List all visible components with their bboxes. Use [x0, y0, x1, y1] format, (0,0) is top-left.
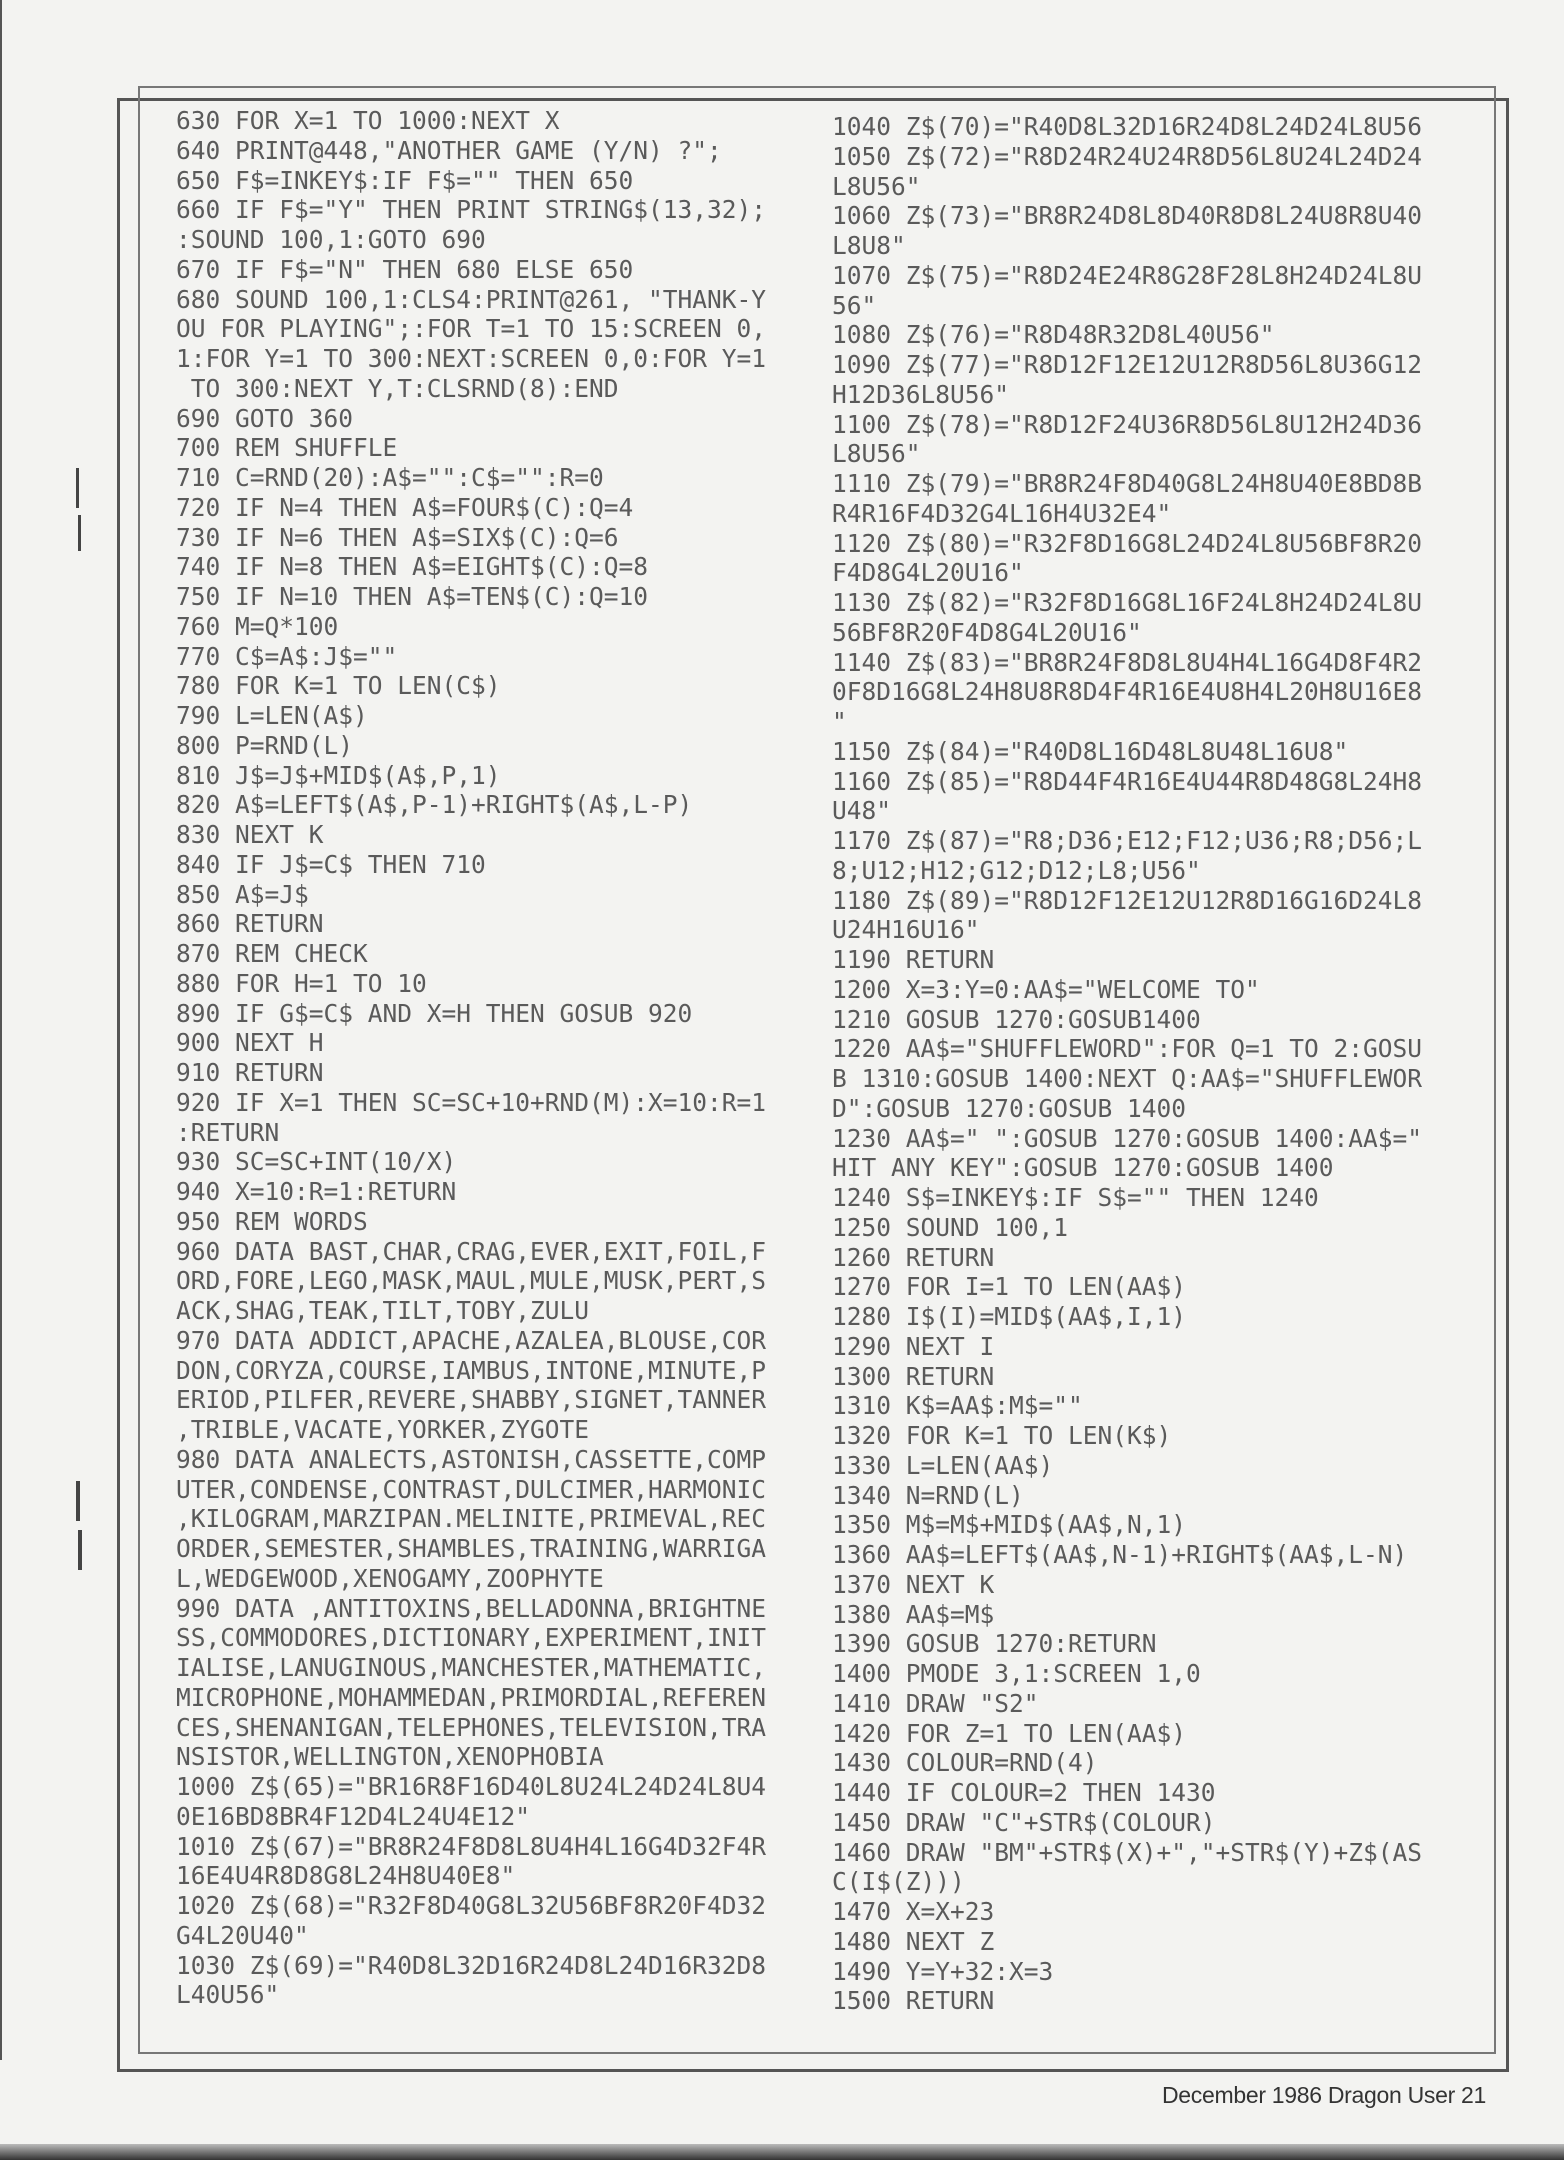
code-line: 1070 Z$(75)="R8D24E24R8G28F28L8H24D24L8U — [832, 260, 1423, 290]
code-line: 1180 Z$(89)="R8D12F12E12U12R8D16G16D24L8 — [832, 885, 1423, 915]
code-line: 840 IF J$=C$ THEN 710 — [176, 849, 486, 879]
code-line: 760 M=Q*100 — [176, 611, 339, 641]
code-line: 1000 Z$(65)="BR16R8F16D40L8U24L24D24L8U4 — [176, 1772, 767, 1801]
code-line: 1370 NEXT K — [832, 1569, 995, 1599]
code-line: ,TRIBLE,VACATE,YORKER,ZYGOTE — [176, 1415, 590, 1444]
code-line: 1260 RETURN — [832, 1242, 995, 1272]
code-line: UTER,CONDENSE,CONTRAST,DULCIMER,HARMONIC — [176, 1474, 767, 1504]
code-line: 780 FOR K=1 TO LEN(C$) — [176, 671, 501, 701]
code-line: 1280 I$(I)=MID$(AA$,I,1) — [832, 1302, 1187, 1331]
code-line: F4D8G4L20U16" — [832, 558, 1024, 588]
code-line: 1330 L=LEN(AA$) — [832, 1450, 1054, 1480]
code-line: 1470 X=X+23 — [832, 1897, 995, 1926]
code-line: 1270 FOR I=1 TO LEN(AA$) — [832, 1272, 1187, 1302]
code-line: G4L20U40" — [176, 1920, 309, 1950]
code-line: 730 IF N=6 THEN A$=SIX$(C):Q=6 — [176, 522, 619, 552]
code-line: 1040 Z$(70)="R40D8L32D16R24D8L24D24L8U56 — [832, 112, 1423, 141]
code-line: 1170 Z$(87)="R8;D36;E12;F12;U36;R8;D56;L — [832, 826, 1423, 855]
code-line: 1320 FOR K=1 TO LEN(K$) — [832, 1421, 1172, 1450]
code-line: 1240 S$=INKEY$:IF S$="" THEN 1240 — [832, 1183, 1319, 1212]
code-line: 1090 Z$(77)="R8D12F12E12U12R8D56L8U36G12 — [832, 350, 1423, 379]
code-line: 56" — [832, 290, 877, 320]
code-line: 1500 RETURN — [832, 1986, 995, 2016]
code-line: MICROPHONE,MOHAMMEDAN,PRIMORDIAL,REFEREN — [176, 1682, 767, 1712]
code-line: 1010 Z$(67)="BR8R24F8D8L8U4H4L16G4D32F4R — [176, 1831, 767, 1861]
code-line: 1190 RETURN — [832, 945, 995, 974]
code-line: 1430 COLOUR=RND(4) — [832, 1748, 1098, 1778]
code-line: 1340 N=RND(L) — [832, 1480, 1024, 1510]
scan-edge-line — [0, 0, 2, 2060]
code-line: 710 C=RND(20):A$="":C$="":R=0 — [176, 463, 604, 492]
code-line: 790 L=LEN(A$) — [176, 701, 368, 730]
code-line: L8U56" — [832, 439, 921, 469]
code-line: 860 RETURN — [176, 909, 324, 939]
code-line: 1210 GOSUB 1270:GOSUB1400 — [832, 1004, 1201, 1034]
code-line: 830 NEXT K — [176, 820, 324, 849]
code-line: 1060 Z$(73)="BR8R24D8L8D40R8D8L24U8R8U40 — [832, 201, 1423, 231]
code-line: DON,CORYZA,COURSE,IAMBUS,INTONE,MINUTE,P — [176, 1355, 767, 1385]
code-line: 1100 Z$(78)="R8D12F24U36R8D56L8U12H24D36 — [832, 409, 1423, 439]
code-line: 1490 Y=Y+32:X=3 — [832, 1956, 1054, 1986]
code-line: 0F8D16G8L24H8U8R8D4F4R16E4U8H4L20H8U16E8 — [832, 677, 1423, 707]
code-line: 1480 NEXT Z — [832, 1926, 995, 1956]
code-line: 1110 Z$(79)="BR8R24F8D40G8L24H8U40E8BD8B — [832, 469, 1423, 498]
code-line: 650 F$=INKEY$:IF F$="" THEN 650 — [176, 165, 634, 195]
code-line: 1460 DRAW "BM"+STR$(X)+","+STR$(Y)+Z$(AS — [832, 1837, 1423, 1867]
code-line: 720 IF N=4 THEN A$=FOUR$(C):Q=4 — [176, 492, 634, 522]
code-line: L8U56" — [832, 171, 921, 201]
code-line: 750 IF N=10 THEN A$=TEN$(C):Q=10 — [176, 582, 649, 611]
code-line: 1380 AA$=M$ — [832, 1599, 995, 1629]
scan-mark — [76, 1481, 80, 1521]
code-line: 1440 IF COLOUR=2 THEN 1430 — [832, 1778, 1216, 1807]
listing-column-right — [832, 112, 1422, 2016]
code-line: 880 FOR H=1 TO 10 — [176, 968, 427, 998]
code-line: 1400 PMODE 3,1:SCREEN 1,0 — [832, 1659, 1201, 1688]
code-line: :SOUND 100,1:GOTO 690 — [176, 225, 486, 254]
code-line: B 1310:GOSUB 1400:NEXT Q:AA$="SHUFFLEWOR — [832, 1064, 1423, 1093]
code-line: 1030 Z$(69)="R40D8L32D16R24D8L24D16R32D8 — [176, 1950, 767, 1980]
code-line: 1220 AA$="SHUFFLEWORD":FOR Q=1 TO 2:GOSU — [832, 1034, 1423, 1064]
code-line: 930 SC=SC+INT(10/X) — [176, 1147, 457, 1177]
code-line: 1200 X=3:Y=0:AA$="WELCOME TO" — [832, 974, 1260, 1004]
code-line: 1120 Z$(80)="R32F8D16G8L24D24L8U56BF8R20 — [832, 528, 1423, 558]
code-line: 960 DATA BAST,CHAR,CRAG,EVER,EXIT,FOIL,F — [176, 1236, 767, 1266]
code-line: ERIOD,PILFER,REVERE,SHABBY,SIGNET,TANNER — [176, 1385, 767, 1415]
code-line: D":GOSUB 1270:GOSUB 1400 — [832, 1093, 1187, 1123]
code-line: U24H16U16" — [832, 915, 980, 945]
code-line: 940 X=10:R=1:RETURN — [176, 1177, 457, 1206]
code-line: 1080 Z$(76)="R8D48R32D8L40U56" — [832, 320, 1275, 350]
code-line: 1420 FOR Z=1 TO LEN(AA$) — [832, 1718, 1187, 1748]
code-line: 660 IF F$="Y" THEN PRINT STRING$(13,32); — [176, 195, 767, 225]
code-line: 670 IF F$="N" THEN 680 ELSE 650 — [176, 254, 634, 284]
code-line: 1130 Z$(82)="R32F8D16G8L16F24L8H24D24L8U — [832, 588, 1423, 617]
code-line: 910 RETURN — [176, 1058, 324, 1087]
code-line: NSISTOR,WELLINGTON,XENOPHOBIA — [176, 1742, 604, 1772]
code-line: OU FOR PLAYING";:FOR T=1 TO 15:SCREEN 0, — [176, 314, 767, 344]
code-line: 1450 DRAW "C"+STR$(COLOUR) — [832, 1807, 1216, 1837]
code-line: 1160 Z$(85)="R8D44F4R16E4U44R8D48G8L24H8 — [832, 766, 1423, 796]
code-line: 1230 AA$=" ":GOSUB 1270:GOSUB 1400:AA$=" — [832, 1123, 1423, 1153]
code-line: 1150 Z$(84)="R40D8L16D48L8U48L16U8" — [832, 736, 1349, 766]
code-line: 890 IF G$=C$ AND X=H THEN GOSUB 920 — [176, 998, 693, 1028]
code-line: 1020 Z$(68)="R32F8D40G8L32U56BF8R20F4D32 — [176, 1891, 767, 1920]
code-line: L,WEDGEWOOD,XENOGAMY,ZOOPHYTE — [176, 1563, 604, 1593]
code-line: 990 DATA ,ANTITOXINS,BELLADONNA,BRIGHTNE — [176, 1593, 767, 1623]
code-line: 980 DATA ANALECTS,ASTONISH,CASSETTE,COMP — [176, 1444, 767, 1474]
code-line: 820 A$=LEFT$(A$,P-1)+RIGHT$(A$,L-P) — [176, 790, 693, 820]
code-line: IALISE,LANUGINOUS,MANCHESTER,MATHEMATIC, — [176, 1653, 767, 1682]
scan-mark — [78, 1530, 82, 1570]
listing-column-left — [176, 106, 766, 2010]
code-line: SS,COMMODORES,DICTIONARY,EXPERIMENT,INIT — [176, 1623, 767, 1653]
code-line: 810 J$=J$+MID$(A$,P,1) — [176, 760, 501, 790]
code-line: ACK,SHAG,TEAK,TILT,TOBY,ZULU — [176, 1296, 590, 1325]
code-line: 680 SOUND 100,1:CLS4:PRINT@261, "THANK-Y — [176, 284, 767, 314]
code-line: 970 DATA ADDICT,APACHE,AZALEA,BLOUSE,COR — [176, 1325, 767, 1355]
code-line: L40U56" — [176, 1980, 280, 2010]
scan-bottom-strip — [0, 2144, 1564, 2160]
code-line: 1290 NEXT I — [832, 1331, 995, 1361]
code-line: 1140 Z$(83)="BR8R24F8D8L8U4H4L16G4D8F4R2 — [832, 647, 1423, 677]
code-line: ORDER,SEMESTER,SHAMBLES,TRAINING,WARRIGA — [176, 1534, 767, 1563]
code-line: 690 GOTO 360 — [176, 403, 354, 433]
code-line: 1390 GOSUB 1270:RETURN — [832, 1629, 1157, 1659]
code-line: L8U8" — [832, 231, 906, 260]
code-line: CES,SHENANIGAN,TELEPHONES,TELEVISION,TRA — [176, 1712, 767, 1742]
code-line: 0E16BD8BR4F12D4L24U4E12" — [176, 1801, 531, 1831]
code-line: 740 IF N=8 THEN A$=EIGHT$(C):Q=8 — [176, 552, 649, 582]
code-line: :RETURN — [176, 1117, 280, 1147]
code-line: 800 P=RND(L) — [176, 730, 354, 760]
code-line: 1310 K$=AA$:M$="" — [832, 1391, 1083, 1421]
code-line: ,KILOGRAM,MARZIPAN.MELINITE,PRIMEVAL,REC — [176, 1504, 767, 1534]
code-line: 630 FOR X=1 TO 1000:NEXT X — [176, 106, 560, 135]
code-line: U48" — [832, 796, 892, 826]
code-line: H12D36L8U56" — [832, 379, 1010, 409]
code-line: " — [832, 707, 847, 736]
scan-mark — [78, 515, 81, 551]
code-line: 1350 M$=M$+MID$(AA$,N,1) — [832, 1510, 1187, 1540]
code-line: R4R16F4D32G4L16H4U32E4" — [832, 498, 1172, 528]
page-footer: December 1986 Dragon User 21 — [1162, 2082, 1486, 2108]
scan-mark — [76, 468, 79, 508]
code-line: 1360 AA$=LEFT$(AA$,N-1)+RIGHT$(AA$,L-N) — [832, 1540, 1408, 1569]
code-line: 850 A$=J$ — [176, 879, 309, 909]
code-line: 56BF8R20F4D8G4L20U16" — [832, 617, 1142, 647]
code-line: C(I$(Z))) — [832, 1867, 965, 1897]
code-line: 900 NEXT H — [176, 1028, 324, 1058]
code-line: 1250 SOUND 100,1 — [832, 1212, 1069, 1242]
code-line: 1:FOR Y=1 TO 300:NEXT:SCREEN 0,0:FOR Y=1 — [176, 344, 767, 373]
code-line: 16E4U4R8D8G8L24H8U40E8" — [176, 1861, 516, 1891]
code-line: 770 C$=A$:J$="" — [176, 641, 398, 671]
code-line: ORD,FORE,LEGO,MASK,MAUL,MULE,MUSK,PERT,S — [176, 1266, 767, 1296]
code-line: 950 REM WORDS — [176, 1206, 368, 1236]
code-line: 870 REM CHECK — [176, 939, 368, 968]
code-line: 920 IF X=1 THEN SC=SC+10+RND(M):X=10:R=1 — [176, 1087, 767, 1117]
code-line: 1050 Z$(72)="R8D24R24U24R8D56L8U24L24D24 — [832, 141, 1423, 171]
code-line: TO 300:NEXT Y,T:CLSRND(8):END — [176, 373, 619, 403]
code-line: 640 PRINT@448,"ANOTHER GAME (Y/N) ?"; — [176, 135, 722, 165]
code-line: HIT ANY KEY":GOSUB 1270:GOSUB 1400 — [832, 1153, 1334, 1183]
code-line: 1300 RETURN — [832, 1361, 995, 1391]
code-line: 8;U12;H12;G12;D12;L8;U56" — [832, 855, 1201, 885]
code-line: 1410 DRAW "S2" — [832, 1688, 1039, 1718]
code-line: 700 REM SHUFFLE — [176, 433, 398, 463]
